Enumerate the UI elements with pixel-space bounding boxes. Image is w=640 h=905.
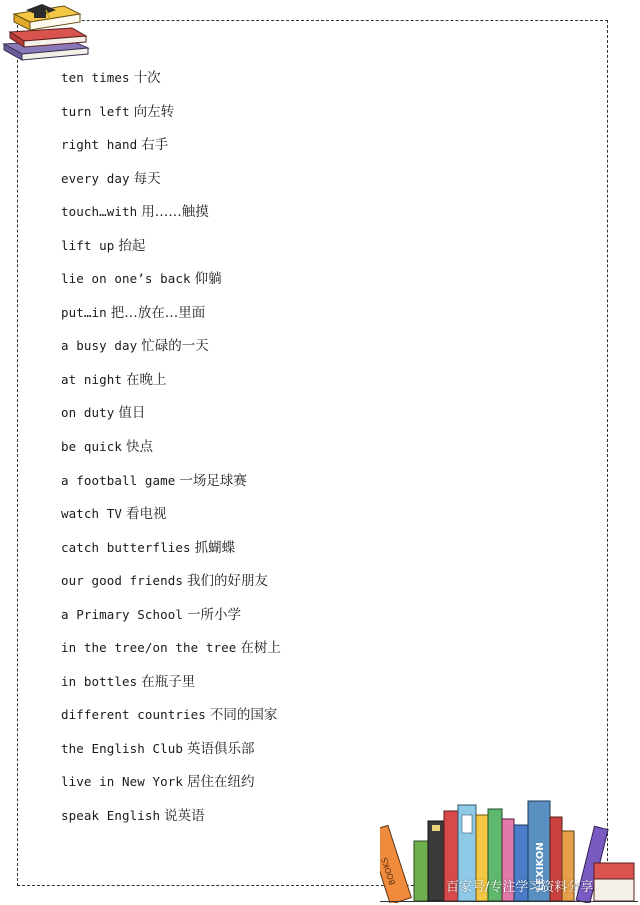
phrase-list: [61, 67, 281, 839]
phrase-english: on duty: [61, 405, 115, 421]
phrase-chinese: 英语俱乐部: [187, 740, 255, 757]
phrase-chinese: 不同的国家: [209, 707, 278, 724]
phrase-english: ten times: [61, 70, 130, 85]
phrase-item: [61, 235, 281, 269]
phrase-chinese: 快点: [126, 439, 154, 456]
phrase-english: a busy day: [61, 338, 138, 354]
phrase-english: watch TV: [61, 506, 123, 522]
phrase-english: in bottles: [61, 673, 138, 689]
phrase-item: [61, 637, 281, 671]
phrase-item: [61, 335, 281, 369]
phrase-english: the English Club: [61, 740, 184, 756]
phrase-chinese: 忙碌的一天: [141, 338, 209, 355]
phrase-item: [61, 604, 281, 638]
phrase-chinese: 用……触摸: [141, 204, 209, 221]
phrase-english: put…in: [61, 304, 107, 320]
phrase-english: at night: [61, 371, 123, 387]
phrase-english: right hand: [61, 137, 138, 153]
phrase-chinese: 每天: [133, 170, 161, 187]
phrase-chinese: 居住在纽约: [187, 774, 255, 791]
phrase-item: [61, 470, 281, 504]
phrase-english: our good friends: [61, 573, 184, 589]
phrase-item: [61, 805, 281, 839]
phrase-item: [61, 402, 281, 436]
phrase-chinese: 在晚上: [126, 371, 167, 388]
phrase-chinese: 一场足球赛: [179, 472, 247, 489]
phrase-english: lift up: [61, 237, 115, 253]
phrase-chinese: 看电视: [126, 506, 167, 523]
phrase-chinese: 在瓶子里: [141, 673, 196, 690]
phrase-item: [61, 168, 281, 202]
stacked-books-illustration: [0, 0, 95, 64]
phrase-item: [61, 268, 281, 302]
phrase-item: [61, 101, 281, 135]
phrase-item: [61, 302, 281, 336]
phrase-item: [61, 771, 281, 805]
phrase-english: different countries: [61, 707, 206, 723]
phrase-item: [61, 436, 281, 470]
shelf-book-label: LEXIKON: [535, 842, 546, 891]
phrase-item: [61, 671, 281, 705]
phrase-english: lie on one’s back: [61, 271, 191, 287]
phrase-chinese: 在树上: [240, 640, 281, 657]
phrase-item: [61, 369, 281, 403]
phrase-chinese: 右手: [141, 137, 169, 154]
phrase-item: [61, 738, 281, 772]
phrase-chinese: 说英语: [164, 808, 205, 825]
phrase-chinese: 值日: [118, 405, 146, 422]
phrase-item: [61, 134, 281, 168]
phrase-chinese: 我们的好朋友: [187, 573, 269, 590]
phrase-chinese: 把…放在…里面: [110, 304, 206, 321]
phrase-chinese: 十次: [133, 70, 161, 86]
phrase-english: turn left: [61, 103, 130, 119]
phrase-chinese: 抓蝴蝶: [194, 539, 236, 556]
phrase-item: [61, 67, 281, 101]
phrase-chinese: 仰躺: [194, 271, 222, 288]
phrase-english: every day: [61, 170, 130, 186]
phrase-item: [61, 201, 281, 235]
phrase-item: [61, 704, 281, 738]
phrase-item: [61, 537, 281, 571]
phrase-english: a football game: [61, 472, 176, 488]
phrase-chinese: 抬起: [118, 237, 146, 254]
phrase-english: live in New York: [61, 774, 184, 790]
small-book-label: BOOKS: [380, 856, 398, 887]
phrase-english: in the tree/on the tree: [61, 640, 237, 656]
phrase-item: [61, 570, 281, 604]
phrase-english: catch butterflies: [61, 539, 191, 555]
phrase-english: be quick: [61, 439, 123, 455]
phrase-chinese: 一所小学: [187, 606, 242, 623]
phrase-item: [61, 503, 281, 537]
phrase-english: a Primary School: [61, 606, 184, 622]
phrase-english: touch…with: [61, 204, 138, 220]
phrase-english: speak English: [61, 808, 161, 824]
phrase-chinese: 向左转: [133, 103, 175, 120]
watermark-text: 百家号/专注学习资料分享: [446, 880, 594, 895]
